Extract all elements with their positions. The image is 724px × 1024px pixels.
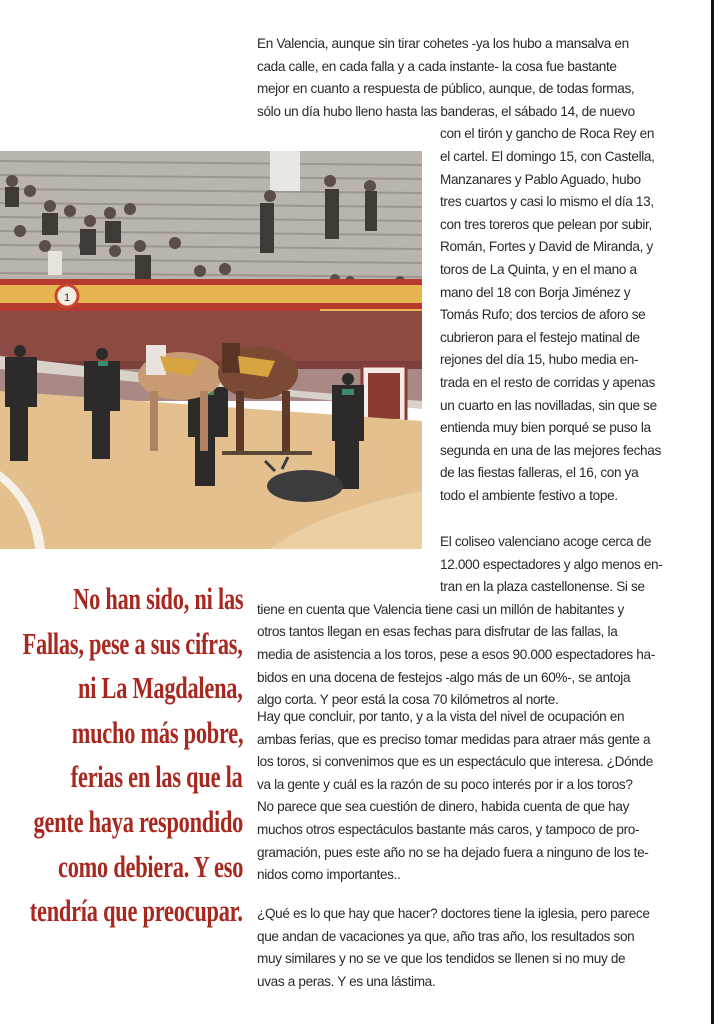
text-line: un cuarto en las novilladas, sin que se bbox=[440, 397, 657, 413]
text-line: Román, Fortes y David de Miranda, y bbox=[440, 239, 653, 255]
text-line: tres cuartos y casi lo mismo el día 13, bbox=[440, 194, 654, 210]
pull-quote-line: Fallas, pese a sus cifras, bbox=[22, 625, 243, 661]
page-edge-rule bbox=[711, 0, 714, 1024]
text-line: otros tantos llegan en esas fechas para disfrutar de las fallas, la bbox=[257, 624, 618, 640]
pull-quote-line: mucho más pobre, bbox=[71, 714, 243, 750]
pull-quote-line: gente haya respondido bbox=[33, 804, 243, 839]
text-line: Hay que concluir, por tanto, y a la vista del nivel de ocupación en bbox=[257, 709, 625, 724]
text-line: entienda muy bien porqué se puso la bbox=[440, 420, 651, 436]
pull-quote-line: ferias en las que la bbox=[71, 759, 243, 795]
text-line: cubrieron para el festejo matinal de bbox=[440, 329, 640, 345]
text-line: mejor en cuanto a respuesta de público, aunque, de todas formas, bbox=[257, 81, 635, 97]
pull-quote-line: No han sido, ni las bbox=[72, 581, 243, 616]
text-line: algo corta. Y peor está la cosa 70 kilómetros al norte. bbox=[257, 692, 559, 708]
pull-quote-line: tendría que preocupar. bbox=[30, 893, 243, 929]
text-line: toros de La Quinta, y en el mano a bbox=[440, 262, 637, 277]
text-line: trada en el resto de corridas y apenas bbox=[440, 375, 655, 390]
text-line: los toros, si convenimos que es un espectáculo que interesa. ¿Dónde bbox=[257, 754, 653, 770]
text-line: cada calle, en cada falla y a cada instante- la cosa fue bastante bbox=[257, 58, 617, 74]
text-line: Tomás Rufo; dos tercios de aforo se bbox=[440, 307, 646, 323]
text-line: rejones del día 15, hubo media en- bbox=[440, 352, 639, 368]
text-line: nidos como importantes.. bbox=[257, 867, 401, 883]
text-line: gramación, pues este año no se ha dejado fuera a ninguno de los te- bbox=[257, 844, 649, 860]
text-line: tiene en cuenta que Valencia tiene casi un millón de habitantes y bbox=[257, 601, 624, 617]
text-line: muchos otros espectáculos bastante más caros, y tampoco de pro- bbox=[257, 822, 640, 837]
text-line: muy similares y no se ve que los tendidos se llenen si no muy de bbox=[257, 951, 626, 967]
text-line: de las fiestas falleras, el 16, con ya bbox=[440, 465, 639, 481]
text-line: sólo un día hubo lleno hasta las banderas, el sábado 14, de nuevo bbox=[257, 103, 635, 119]
bullring-photo-illustration bbox=[0, 151, 422, 549]
text-line: ambas ferias, que es preciso tomar medidas para atraer más gente a bbox=[257, 731, 651, 747]
text-line: todo el ambiente festivo a tope. bbox=[440, 488, 618, 503]
text-line: No parece que sea cuestión de dinero, habida cuenta de que hay bbox=[257, 799, 630, 815]
bullring-photo bbox=[0, 151, 422, 549]
text-line: En Valencia, aunque sin tirar cohetes -ya los hubo a mansalva en bbox=[257, 36, 629, 51]
text-line: Manzanares y Pablo Aguado, hubo bbox=[440, 171, 641, 187]
text-line: segunda en una de las mejores fechas bbox=[440, 442, 661, 458]
text-line: con el tirón y gancho de Roca Rey en bbox=[440, 126, 655, 142]
text-line: 12.000 espectadores y algo menos en- bbox=[440, 556, 663, 572]
text-line: media de asistencia a los toros, pese a esos 90.000 espectadores ha- bbox=[257, 647, 655, 662]
text-line: el cartel. El domingo 15, con Castella, bbox=[440, 149, 655, 164]
text-line: bidos en una docena de festejos -algo más de un 60%-, se antoja bbox=[257, 669, 631, 685]
text-line: con tres toreros que pelean por subir, bbox=[440, 216, 652, 232]
barrier-number: 1 bbox=[63, 292, 71, 304]
pull-quote-line: como debiera. Y eso bbox=[57, 848, 243, 884]
text-line: El coliseo valenciano acoge cerca de bbox=[440, 534, 652, 549]
text-line: ¿Qué es lo que hay que hacer? doctores tiene la iglesia, pero parece bbox=[257, 906, 650, 921]
text-line: que andan de vacaciones ya que, año tras año, los resultados son bbox=[257, 928, 635, 944]
text-line: tran en la plaza castellonense. Si se bbox=[440, 579, 645, 595]
pull-quote-line: ni La Magdalena, bbox=[78, 670, 243, 706]
text-line: uvas a peras. Y es una lástima. bbox=[257, 973, 436, 989]
text-line: va la gente y cuál es la razón de su poco interés por ir a los toros? bbox=[257, 776, 633, 792]
text-line: mano del 18 con Borja Jiménez y bbox=[440, 284, 631, 300]
